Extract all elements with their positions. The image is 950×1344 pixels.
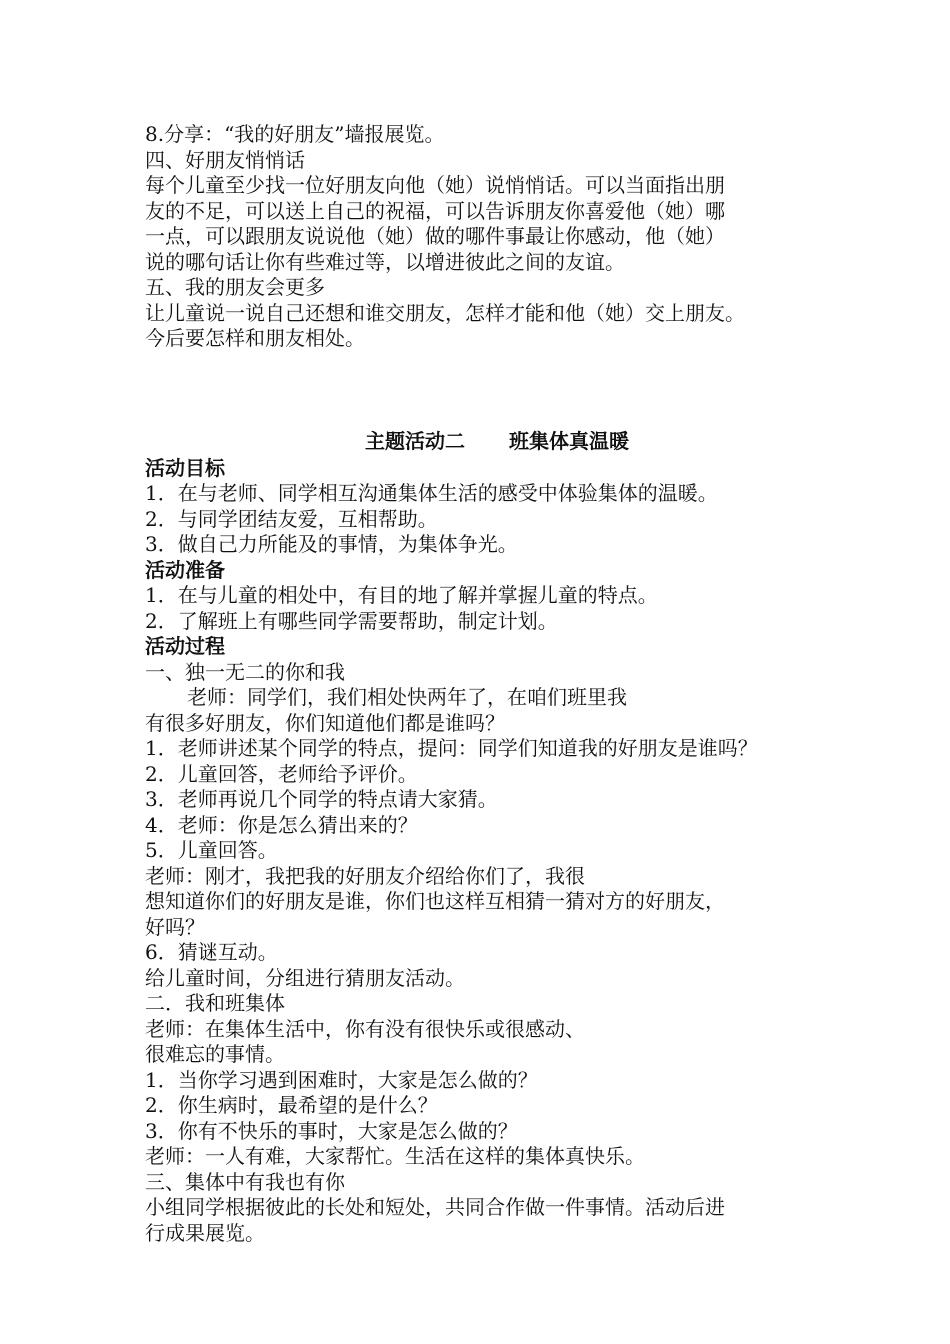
text-line: 给儿童时间，分组进行猜朋友活动。 (145, 965, 465, 990)
list-item: 2．了解班上有哪些同学需要帮助，制定计划。 (145, 608, 558, 633)
goals-heading: 活动目标 (145, 455, 225, 480)
text-line: 说的哪句话让你有些难过等，以增进彼此之间的友谊。 (145, 249, 625, 274)
text-line: 一点，可以跟朋友说说他（她）做的哪件事最让你感动，他（她） (145, 224, 725, 248)
document-page (145, 122, 845, 1246)
text-line: 每个儿童至少找一位好朋友向他（她）说悄悄话。可以当面指出朋 (145, 173, 725, 197)
section-heading: 二．我和班集体 (145, 991, 285, 1015)
list-item: 3．你有不快乐的事时，大家是怎么做的？ (145, 1118, 518, 1143)
list-item: 2．与同学团结友爱，互相帮助。 (145, 506, 438, 531)
prep-block (145, 558, 845, 635)
text-line: 今后要怎样和朋友相处。 (145, 326, 365, 350)
list-item: 3．老师再说几个同学的特点请大家猜。 (145, 787, 498, 811)
list-item: 2．儿童回答，老师给予评价。 (145, 761, 418, 786)
list-item: 1．在与儿童的相处中，有目的地了解并掌握儿童的特点。 (145, 583, 658, 607)
list-item: 1．当你学习遇到困难时，大家是怎么做的？ (145, 1067, 538, 1092)
text-line: 老师：在集体生活中，你有没有很快乐或很感动、 (145, 1016, 585, 1041)
list-item: 1．在与老师、同学相互沟通集体生活的感受中体验集体的温暖。 (145, 481, 718, 505)
list-item: 6．猜谜互动。 (145, 940, 278, 964)
spacer (145, 352, 845, 426)
goals-block (145, 456, 845, 558)
text-line: 行成果展览。 (145, 1220, 265, 1245)
section-heading: 五、我的朋友会更多 (145, 275, 325, 299)
process-block (145, 634, 845, 1246)
section-heading: 三、集体中有我也有你 (145, 1169, 345, 1194)
activity-title-left: 主题活动二 (365, 428, 465, 453)
text-line: 很难忘的事情。 (145, 1042, 285, 1066)
list-item: 4．老师：你是怎么猜出来的？ (145, 812, 418, 837)
text-line: 想知道你们的好朋友是谁，你们也这样互相猜一猜对方的好朋友， (145, 889, 725, 913)
list-item: 1．老师讲述某个同学的特点，提问：同学们知道我的好朋友是谁吗？ (145, 736, 758, 760)
text-line: 老师：一人有难，大家帮忙。生活在这样的集体真快乐。 (145, 1144, 645, 1168)
list-item: 5．儿童回答。 (145, 838, 278, 862)
text-line: 小组同学根据彼此的长处和短处，共同合作做一件事情。活动后进 (145, 1195, 725, 1219)
text-line: 好吗？ (145, 914, 205, 939)
process-heading: 活动过程 (145, 634, 225, 658)
section-heading: 四、好朋友悄悄话 (145, 147, 305, 172)
text-line: 老师：刚才，我把我的好朋友介绍给你们了，我很 (145, 863, 585, 888)
section-heading: 一、独一无二的你和我 (145, 659, 345, 684)
text-line: 有很多好朋友，你们知道他们都是谁吗？ (145, 710, 505, 735)
text-line: 8.分享：“我的好朋友”墙报展览。 (145, 122, 445, 146)
text-line: 友的不足，可以送上自己的祝福，可以告诉朋友你喜爱他（她）哪 (145, 198, 725, 223)
activity-title (145, 426, 845, 456)
activity-title-right: 班集体真温暖 (509, 428, 629, 453)
prep-heading: 活动准备 (145, 557, 225, 582)
part1-block (145, 122, 845, 352)
list-item: 2．你生病时，最希望的是什么？ (145, 1093, 438, 1117)
text-line-indented: 老师：同学们，我们相处快两年了，在咱们班里我 (187, 685, 627, 709)
text-line: 让儿童说一说自己还想和谁交朋友，怎样才能和他（她）交上朋友。 (145, 300, 745, 325)
list-item: 3．做自己力所能及的事情，为集体争光。 (145, 532, 518, 556)
